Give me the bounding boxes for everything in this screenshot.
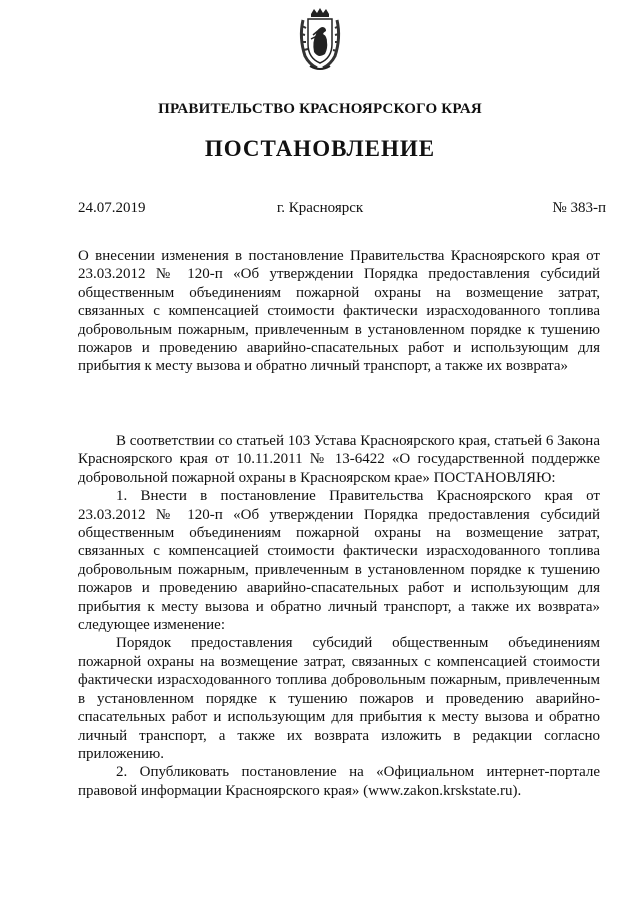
document-date: 24.07.2019 — [78, 200, 146, 216]
paragraph-item-2: 2. Опубликовать постановление на «Официальном интернет-портале правовой информации Красноярского края» (www.zakon.krskstate.ru). — [78, 764, 600, 799]
paragraph-procedure: Порядок предоставления субсидий общественным объединениям пожарной охраны на возмещение затрат, связанных с компенсацией стоимости фактически израсходованного топлива добровольным пожарным, привлеченным в установленном порядке к тушению пожаров и проведению аварийно-спасательных работ и использующим для прибытия к месту вызова и обратно личный транспорт, а также их возврата изложить в редакции согласно приложению. — [78, 635, 600, 762]
document-subject: О внесении изменения в постановление Правительства Красноярского края от 23.03.2012 № 120-п «Об утверждении Порядка предоставления субсидий общественным объединениям пожарной охраны на возмещение затрат, связанных с компенсацией стоимости фактически израсходованного топлива добровольным пожарным, привлеченным в установленном порядке к тушению пожаров и проведению аварийно-спасательных работ и использующим для прибытия к месту вызова и обратно личный транспорт, а также их возврата» — [78, 248, 600, 375]
government-name: ПРАВИТЕЛЬСТВО КРАСНОЯРСКОГО КРАЯ — [158, 101, 482, 117]
document-number: № 383-п — [552, 200, 606, 216]
document-city: г. Красноярск — [276, 200, 364, 216]
paragraph-preamble: В соответствии со статьей 103 Устава Красноярского края, статьей 6 Закона Красноярского края от 10.11.2011 № 13-6422 «О государственной поддержке добровольной пожарной охраны в Красноярском крае» ПОСТАНОВЛЯЮ: — [78, 433, 600, 486]
coat-of-arms-icon — [297, 8, 343, 72]
paragraph-item-1: 1. Внести в постановление Правительства Красноярского края от 23.03.2012 № 120-п «Об утверждении Порядка предоставления субсидий общественным объединениям пожарной охраны на возмещение затрат, связанных с компенсацией стоимости фактически израсходованного топлива добровольным пожарным, привлеченным в установленном порядке к тушению пожаров и проведению аварийно-спасательных работ и использующим для прибытия к месту вызова и обратно личный транспорт, а также их возврата» следующее изменение: — [78, 488, 600, 634]
document-body — [78, 432, 600, 800]
document-type-title: ПОСТАНОВЛЕНИЕ — [204, 136, 436, 161]
